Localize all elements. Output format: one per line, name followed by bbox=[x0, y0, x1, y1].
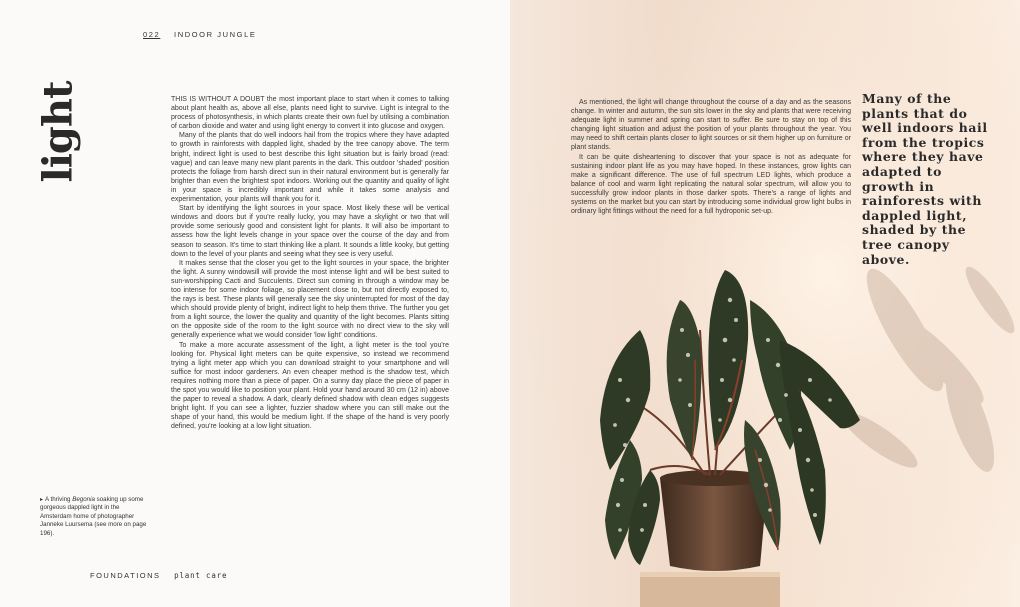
body-paragraph: It can be quite disheartening to discover that your space is not as adequate for sustaining indoor plant life as you may have hoped. In these instances, grow lights can make a significant difference. The use of full spectrum LED lights, which produce a balance of cool and warm light replicating the natural solar spectrum, will allow you to successfully grow indoor plants in those darker spots. There's a range of lights and systems on the market but you can start by introducing some individual grow light bulbs in ordinary light fittings without the need for a full hydroponic set-up. bbox=[571, 153, 851, 216]
right-page-photo bbox=[510, 0, 1020, 607]
page-footer bbox=[90, 571, 227, 580]
right-body-column bbox=[571, 98, 851, 216]
section-title: INDOOR JUNGLE bbox=[174, 30, 257, 39]
footer-title: FOUNDATIONS bbox=[90, 571, 161, 580]
page-number: 022 bbox=[143, 30, 161, 39]
chapter-word-container bbox=[28, 72, 88, 192]
body-paragraph: To make a more accurate assessment of the light, a light meter is the tool you're looking for. Physical light meters can be quite expensive, so instead we recommend trying a light meter app which you can download straight to your smartphone and will suffice for most indoor gardeners. An even cheaper method is the shadow test, which requires nothing more than a piece of paper. On a sunny day place the piece of paper in the spot you would like to position your plant. Hold your hand around 30 cm (12 in) above the paper to reveal a shadow. A dark, clearly defined shadow with clean edges suggests bright light. If you can see a lighter, fuzzier shadow where you can still make out the shape of your hand, this would be medium light. If the shape of the hand is very poorly defined, you're looking at a low light situation. bbox=[171, 341, 449, 431]
body-paragraph: THIS IS WITHOUT A DOUBT the most important place to start when it comes to talking about plant health as, above all else, plants need light to survive. Light is integral to the process of photosynthesis, in which plants create their own fuel by utilising a combination of carbon dioxide and water and using light energy to convert it into glucose and oxygen. bbox=[171, 96, 449, 131]
caption-text-before: A thriving bbox=[45, 496, 73, 503]
chapter-word: light bbox=[34, 81, 82, 183]
photo-caption bbox=[40, 496, 148, 538]
body-paragraph: As mentioned, the light will change throughout the course of a day and as the seasons change. In winter and autumn, the sun sits lower in the sky and plants that were receiving adequate light in summer and spring can start to suffer. Be sure to stay on top of this changing light situation and adjust the position of your plants throughout the year. You may need to shift certain plants closer to light sources or sit them higher up on furniture or plant stands. bbox=[571, 99, 851, 152]
left-body-column bbox=[171, 95, 449, 431]
footer-subtitle: plant care bbox=[174, 571, 228, 580]
caption-arrow-icon: ▸ bbox=[40, 497, 44, 503]
plant-stand bbox=[640, 572, 780, 607]
body-paragraph: Start by identifying the light sources in your space. Most likely these will be vertical windows and doors but if you're really lucky, you may have a skylight or two that will provide some seriously good and consistent light for plants. It will also be important to assess how the light levels change in your space over the course of the day and from season to season. It's time to start thinking like a plant. It sounds a little kooky, but getting down to the level of your plants and seeing what they see is very useful. bbox=[171, 205, 449, 258]
caption-plant-name: Begonia bbox=[72, 496, 95, 503]
pull-quote: Many of the plants that do well indoors hail from the tropics where they have adapted to growth in rainforests with dappled light, shaded by the tree canopy above. bbox=[862, 91, 988, 267]
caption-text-after: soaking up some gorgeous dappled light in the Amsterdam home of photographer Janneke Luursema (see more on page 196). bbox=[40, 496, 147, 537]
plant-pot bbox=[660, 473, 768, 571]
running-header bbox=[143, 30, 257, 39]
body-paragraph: It makes sense that the closer you get to the light sources in your space, the brighter the light. A sunny windowsill will provide the most intense light and will be best suited to sun-worshipping Cacti and Succulents. Direct sun coming in through a window may be too intense for some indoor foliage, so placement close to, but not directly exposed to, the rays is best. These plants will generally see the sky uninterrupted for most of the day which should provide plenty of bright, indirect light to help them thrive. The further you get from a light source, the lower the quality and quantity of the light becomes. Plants sitting on the opposite side of the room to the light source with no direct view to the sky will generally experience what we would consider 'low light' conditions. bbox=[171, 259, 449, 340]
body-paragraph: Many of the plants that do well indoors hail from the tropics where they have adapted to growth in rainforests with dappled light, shaded by the tree canopy above. The term bright, indirect light is used to best describe this light situation but is fairly broad (read: vague) and can leave many new plant parents in the dark. This outdoor 'shaded' position protects the foliage from harsh direct sun in their natural environment but is generally far brighter than even the brightest spot indoors. Working out the quantity and quality of light in your space is incredibly important and while it takes some analysis and experimentation, your plants will thank you for it. bbox=[171, 132, 449, 204]
